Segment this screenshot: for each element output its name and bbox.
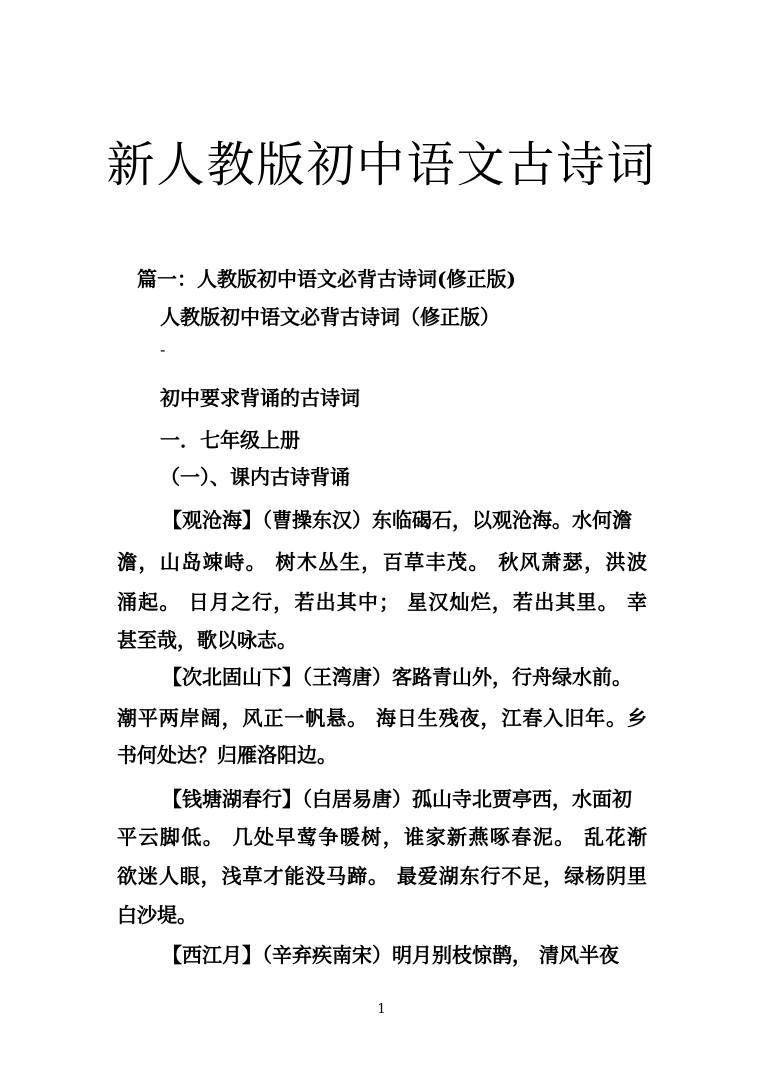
poem-1-line-4: 甚至哉，歌以咏志。 (117, 628, 297, 652)
poem-3-line-4: 白沙堤。 (117, 903, 197, 927)
requirement-heading: 初中要求背诵的古诗词 (160, 386, 360, 410)
poem-3-line-2: 平云脚低。 几处早莺争暖树，谁家新燕啄春泥。 乱花渐 (117, 825, 647, 849)
poem-4-line-1: 【西江月】（辛弃疾南宋）明月别枝惊鹊， 清风半夜 (162, 943, 619, 967)
poem-1-line-1: 【观沧海】（曹操东汉）东临碣石，以观沧海。水何澹 (162, 508, 632, 532)
page-number: 1 (377, 1002, 386, 1017)
subtitle: 人教版初中语文必背古诗词（修正版） (160, 305, 500, 329)
poem-1-line-2: 澹，山岛竦峙。 树木丛生，百草丰茂。 秋风萧瑟，洪波 (117, 550, 647, 574)
poem-1-line-3: 涌起。 日月之行，若出其中； 星汉灿烂，若出其里。 幸 (117, 590, 647, 614)
poem-3-line-3: 欲迷人眼，浅草才能没马蹄。 最爱湖东行不足，绿杨阴里 (117, 864, 647, 888)
document-title: 新人教版初中语文古诗词 (106, 137, 657, 193)
poem-2-line-2: 潮平两岸阔，风正一帆悬。 海日生残夜，江春入旧年。乡 (117, 706, 647, 730)
subsection-heading: （一）、课内古诗背诵 (160, 465, 350, 489)
poem-2-line-3: 书何处达？归雁洛阳边。 (117, 743, 337, 767)
grade-heading: 一．七年级上册 (160, 428, 300, 452)
dash-marker: - (160, 340, 166, 359)
section-heading: 篇一：人教版初中语文必背古诗词(修正版) (137, 267, 516, 291)
poem-3-line-1: 【钱塘湖春行】（白居易唐）孤山寺北贾亭西，水面初 (162, 787, 632, 811)
poem-2-line-1: 【次北固山下】（王湾唐）客路青山外，行舟绿水前。 (162, 665, 632, 689)
